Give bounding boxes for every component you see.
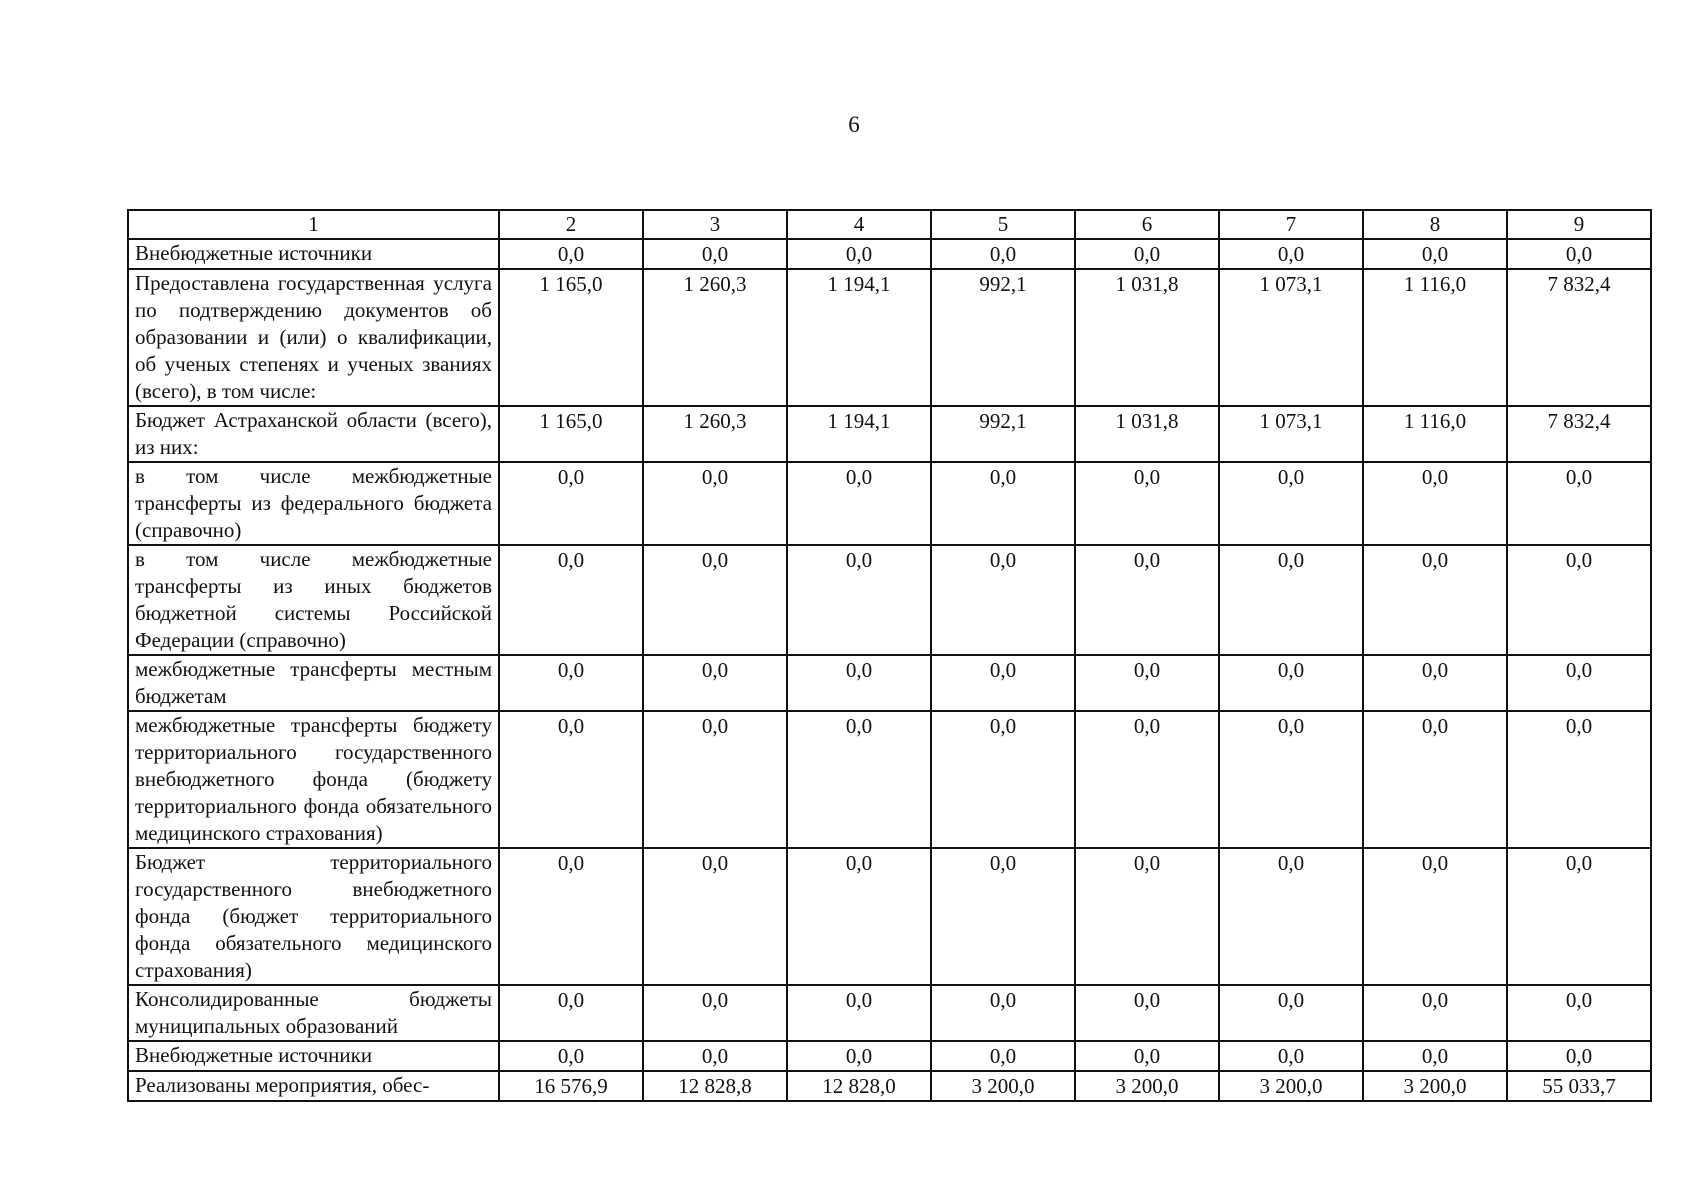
- value-cell: 0,0: [1075, 239, 1219, 269]
- value-cell: 0,0: [1219, 985, 1363, 1041]
- row-label: Предоставлена государственная услуга по подтверждению документов об образовании и (или) о квалификации, об ученых степенях и ученых званиях (всего), в том числе:: [128, 269, 499, 406]
- value-cell: 0,0: [1219, 848, 1363, 985]
- value-cell: 55 033,7: [1507, 1071, 1651, 1101]
- value-cell: 0,0: [1075, 711, 1219, 848]
- value-cell: 0,0: [499, 655, 643, 711]
- value-cell: 0,0: [1507, 1041, 1651, 1071]
- value-cell: 0,0: [1363, 545, 1507, 655]
- value-cell: 7 832,4: [1507, 269, 1651, 406]
- value-cell: 0,0: [499, 711, 643, 848]
- value-cell: 1 165,0: [499, 269, 643, 406]
- value-cell: 0,0: [1507, 985, 1651, 1041]
- row-label: Бюджет Астраханской области (всего), из них:: [128, 406, 499, 462]
- value-cell: 0,0: [1363, 1041, 1507, 1071]
- value-cell: 3 200,0: [1075, 1071, 1219, 1101]
- value-cell: 0,0: [931, 239, 1075, 269]
- value-cell: 0,0: [787, 545, 931, 655]
- value-cell: 0,0: [931, 1041, 1075, 1071]
- value-cell: 0,0: [499, 848, 643, 985]
- value-cell: 12 828,8: [643, 1071, 787, 1101]
- table-row: [128, 985, 1651, 1041]
- table-row: [128, 1071, 1651, 1101]
- value-cell: 0,0: [643, 1041, 787, 1071]
- table-body: [128, 239, 1651, 1101]
- value-cell: 0,0: [931, 462, 1075, 545]
- value-cell: 0,0: [643, 985, 787, 1041]
- value-cell: 0,0: [1075, 1041, 1219, 1071]
- value-cell: 7 832,4: [1507, 406, 1651, 462]
- value-cell: 0,0: [643, 239, 787, 269]
- value-cell: 0,0: [643, 655, 787, 711]
- value-cell: 0,0: [643, 711, 787, 848]
- value-cell: 0,0: [499, 239, 643, 269]
- value-cell: 0,0: [1507, 848, 1651, 985]
- value-cell: 992,1: [931, 406, 1075, 462]
- column-header: 6: [1075, 210, 1219, 239]
- value-cell: 1 031,8: [1075, 406, 1219, 462]
- value-cell: 0,0: [1219, 711, 1363, 848]
- table-row: [128, 406, 1651, 462]
- value-cell: 0,0: [1219, 239, 1363, 269]
- table-row: [128, 655, 1651, 711]
- value-cell: 0,0: [931, 985, 1075, 1041]
- value-cell: 1 194,1: [787, 269, 931, 406]
- value-cell: 16 576,9: [499, 1071, 643, 1101]
- value-cell: 1 260,3: [643, 269, 787, 406]
- value-cell: 0,0: [1507, 655, 1651, 711]
- value-cell: 0,0: [787, 239, 931, 269]
- value-cell: 992,1: [931, 269, 1075, 406]
- value-cell: 0,0: [931, 711, 1075, 848]
- row-label: Консолидированные бюджеты муниципальных образований: [128, 985, 499, 1041]
- value-cell: 1 073,1: [1219, 269, 1363, 406]
- value-cell: 3 200,0: [931, 1071, 1075, 1101]
- column-header: 3: [643, 210, 787, 239]
- row-label: Реализованы мероприятия, обес-: [128, 1071, 499, 1101]
- value-cell: 0,0: [1363, 985, 1507, 1041]
- value-cell: 0,0: [1363, 239, 1507, 269]
- row-label: межбюджетные трансферты бюджету территориального государственного внебюджетного фонда (бюджету территориального фонда обязательного медицинского страхования): [128, 711, 499, 848]
- value-cell: 0,0: [499, 985, 643, 1041]
- value-cell: 0,0: [1075, 545, 1219, 655]
- value-cell: 0,0: [1075, 985, 1219, 1041]
- row-label: в том числе межбюджетные трансферты из федерального бюджета (справочно): [128, 462, 499, 545]
- table-row: [128, 239, 1651, 269]
- page-number: 6: [848, 112, 860, 137]
- value-cell: 3 200,0: [1219, 1071, 1363, 1101]
- value-cell: 0,0: [931, 848, 1075, 985]
- value-cell: 0,0: [931, 655, 1075, 711]
- value-cell: 0,0: [1507, 711, 1651, 848]
- column-header: 4: [787, 210, 931, 239]
- value-cell: 0,0: [787, 1041, 931, 1071]
- value-cell: 0,0: [1507, 239, 1651, 269]
- value-cell: 0,0: [499, 462, 643, 545]
- value-cell: 0,0: [1219, 545, 1363, 655]
- row-label: межбюджетные трансферты местным бюджетам: [128, 655, 499, 711]
- row-label: в том числе межбюджетные трансферты из иных бюджетов бюджетной системы Российской Федерации (справочно): [128, 545, 499, 655]
- value-cell: 0,0: [643, 545, 787, 655]
- value-cell: 0,0: [931, 545, 1075, 655]
- value-cell: 0,0: [1363, 848, 1507, 985]
- value-cell: 0,0: [1219, 1041, 1363, 1071]
- value-cell: 0,0: [499, 545, 643, 655]
- value-cell: 1 116,0: [1363, 269, 1507, 406]
- table-row: [128, 848, 1651, 985]
- table-row: [128, 1041, 1651, 1071]
- value-cell: 0,0: [499, 1041, 643, 1071]
- row-label: Внебюджетные источники: [128, 1041, 499, 1071]
- value-cell: 1 260,3: [643, 406, 787, 462]
- column-header: 7: [1219, 210, 1363, 239]
- table-row: [128, 269, 1651, 406]
- table-row: [128, 711, 1651, 848]
- value-cell: 3 200,0: [1363, 1071, 1507, 1101]
- budget-table: [127, 209, 1652, 1102]
- value-cell: 1 031,8: [1075, 269, 1219, 406]
- value-cell: 1 073,1: [1219, 406, 1363, 462]
- row-label: Бюджет территориального государственного внебюджетного фонда (бюджет территориального фонда обязательного медицинского страхования): [128, 848, 499, 985]
- value-cell: 0,0: [1363, 462, 1507, 545]
- value-cell: 0,0: [1507, 462, 1651, 545]
- value-cell: 0,0: [1219, 462, 1363, 545]
- table-row: [128, 462, 1651, 545]
- value-cell: 1 194,1: [787, 406, 931, 462]
- value-cell: 0,0: [1075, 848, 1219, 985]
- value-cell: 0,0: [787, 848, 931, 985]
- value-cell: 0,0: [1507, 545, 1651, 655]
- column-header: 9: [1507, 210, 1651, 239]
- table-row: [128, 545, 1651, 655]
- value-cell: 0,0: [787, 985, 931, 1041]
- value-cell: 0,0: [1219, 655, 1363, 711]
- value-cell: 1 165,0: [499, 406, 643, 462]
- value-cell: 0,0: [643, 462, 787, 545]
- column-header: 5: [931, 210, 1075, 239]
- value-cell: 0,0: [787, 655, 931, 711]
- value-cell: 0,0: [1363, 655, 1507, 711]
- value-cell: 0,0: [1363, 711, 1507, 848]
- value-cell: 0,0: [643, 848, 787, 985]
- value-cell: 0,0: [787, 711, 931, 848]
- value-cell: 12 828,0: [787, 1071, 931, 1101]
- value-cell: 0,0: [1075, 462, 1219, 545]
- column-header: 2: [499, 210, 643, 239]
- value-cell: 1 116,0: [1363, 406, 1507, 462]
- value-cell: 0,0: [787, 462, 931, 545]
- value-cell: 0,0: [1075, 655, 1219, 711]
- column-header: 1: [128, 210, 499, 239]
- header-row: [128, 210, 1651, 239]
- column-header: 8: [1363, 210, 1507, 239]
- row-label: Внебюджетные источники: [128, 239, 499, 269]
